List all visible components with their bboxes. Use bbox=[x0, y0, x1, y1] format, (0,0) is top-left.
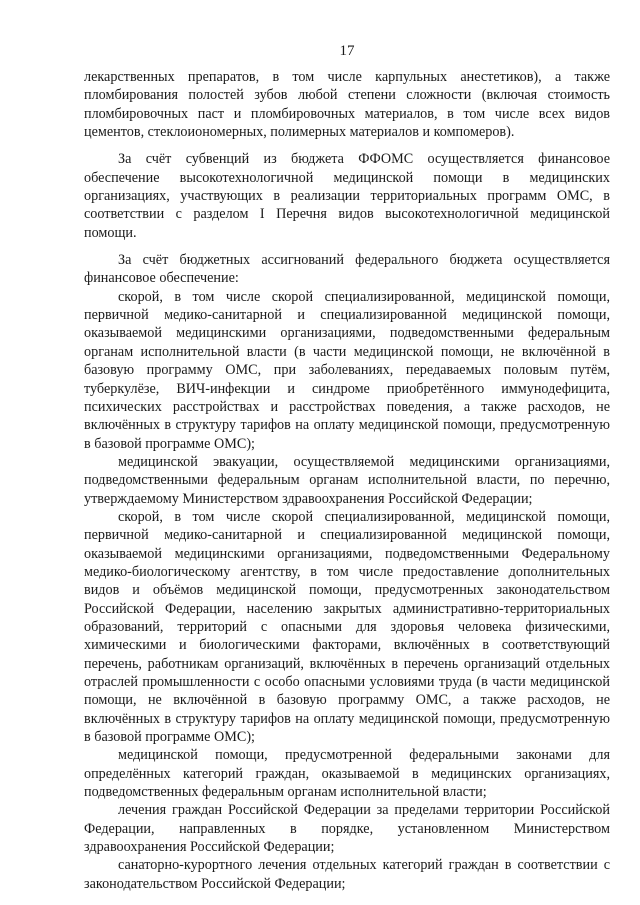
paragraph-treatment-abroad: лечения граждан Российской Федерации за пределами территории Российской Федерации, направленных в порядке, установленном Министерством здравоохранения Российской Федерации; bbox=[84, 802, 610, 856]
paragraph-emergency-care-federal: скорой, в том числе скорой специализированной, медицинской помощи, первичной медико-санитарной и специализированной медицинской помощи, оказываемой медицинскими организациями, подведомственными федеральным органам исполнительной власти (в части медицинской помощи, не включённой в базовую программу ОМС, при заболеваниях, передаваемых половым путём, туберкулёзе, ВИЧ-инфекции и синдроме приобретённого иммунодефицита, психических расстройствах и расстройствах поведения, а также расходов, не включённых в структуру тарифов на оплату медицинской помощи, предусмотренную в базовой программе ОМС); bbox=[84, 288, 610, 452]
paragraph-federal-laws-categories: медицинской помощи, предусмотренной федеральными законами для определённых категорий граждан, оказываемой в медицинских организациях, подведомственных федеральным органам исполнительной власти; bbox=[84, 747, 610, 801]
paragraph-fmba-care: скорой, в том числе скорой специализированной, медицинской помощи, первичной медико-санитарной и специализированной медицинской помощи, оказываемой медицинскими организациями, подведомственными Федеральному медико-биологическому агентству, в том числе предоставление дополнительных видов и объёмов медицинской помощи, предусмотренных законодательством Российской Федерации, населению закрытых административно-территориальных образований, территорий с опасными для здоровья человека физическими, химическими и биологическими факторами, включённых в соответствующий перечень, работникам организаций, включённых в перечень организаций отдельных отраслей промышленности с особо опасными условиями труда (в части медицинской помощи, не включённой в базовую программу ОМС, а также расходов, не включённых в структуру тарифов на оплату медицинской помощи, предусмотренную в базовой программе ОМС); bbox=[84, 508, 610, 746]
document-body bbox=[84, 68, 610, 893]
paragraph-medical-evacuation: медицинской эвакуации, осуществляемой медицинскими организациями, подведомственными федеральным органам исполнительной власти, по перечню, утверждаемому Министерством здравоохранения Российской Федерации; bbox=[84, 453, 610, 507]
page-number: 17 bbox=[339, 43, 355, 59]
paragraph-subventions-ffoms: За счёт субвенций из бюджета ФФОМС осуществляется финансовое обеспечение высокотехнологичной медицинской помощи в медицинских организациях, участвующих в реализации территориальных программ ОМС, в соответствии с разделом I Перечня видов высокотехнологичной медицинской помощи. bbox=[84, 151, 610, 241]
paragraph-federal-budget-intro: За счёт бюджетных ассигнований федерального бюджета осуществляется финансовое обеспечение: bbox=[84, 252, 610, 287]
paragraph-sanatorium-treatment: санаторно-курортного лечения отдельных категорий граждан в соответствии с законодательством Российской Федерации; bbox=[84, 857, 610, 892]
paragraph-dental-materials: лекарственных препаратов, в том числе карпульных анестетиков), а также пломбирования полостей зубов любой степени сложности (включая стоимость пломбировочных паст и пломбировочных материалов, в том числе всех видов цементов, стеклоиономерных, полимерных материалов и компомеров). bbox=[84, 69, 610, 141]
